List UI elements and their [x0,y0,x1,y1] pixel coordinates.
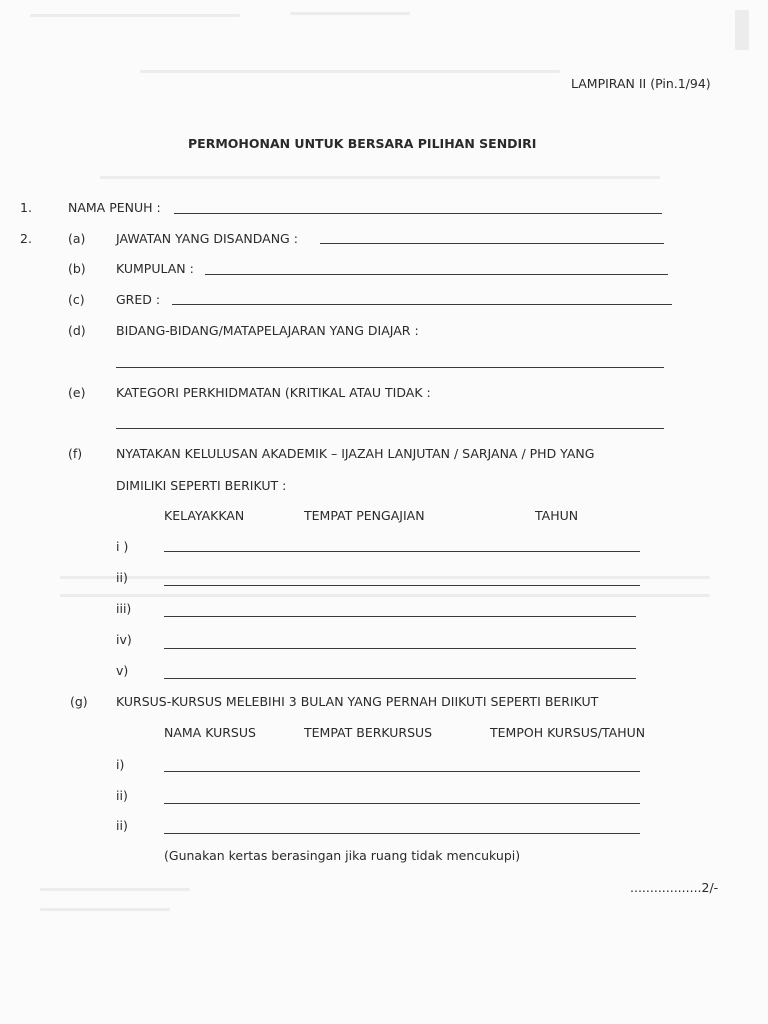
qualification-row-field[interactable] [164,585,640,586]
course-row-label: ii) [116,788,128,803]
qualification-row-field[interactable] [164,648,636,649]
full-name-field[interactable] [174,213,662,214]
academic-qualification-label: NYATAKAN KELULUSAN AKADEMIK – IJAZAH LANJUTAN / SARJANA / PHD YANG [116,446,595,461]
course-row-label: ii) [116,818,128,833]
course-row-field[interactable] [164,803,640,804]
qualification-row-field[interactable] [164,678,636,679]
qualification-row-field[interactable] [164,616,636,617]
course-row-field[interactable] [164,833,640,834]
form-title: PERMOHONAN UNTUK BERSARA PILIHAN SENDIRI [188,136,537,151]
column-header-course-venue: TEMPAT BERKURSUS [304,725,433,740]
item-key-b: (b) [68,261,86,276]
bleed-through-mark [30,14,240,17]
item-key-d: (d) [68,323,86,338]
extra-paper-note: (Gunakan kertas berasingan jika ruang tidak mencukupi) [164,848,521,863]
next-page-reference: ..................2/- [630,880,719,895]
column-header-qualification: KELAYAKKAN [164,508,245,523]
column-header-course-duration: TEMPOH KURSUS/TAHUN [490,725,646,740]
item-key-e: (e) [68,385,86,400]
bleed-through-mark [40,908,170,911]
service-category-field[interactable] [116,428,664,429]
group-label: KUMPULAN : [116,261,194,276]
bleed-through-mark [100,176,660,179]
item-key-g: (g) [70,694,88,709]
grade-label: GRED : [116,292,161,307]
subjects-taught-field[interactable] [116,367,664,368]
group-field[interactable] [205,274,668,275]
course-row-field[interactable] [164,771,640,772]
item-key-f: (f) [68,446,83,461]
bleed-through-mark [290,12,410,15]
bleed-through-mark [40,888,190,891]
position-held-field[interactable] [320,243,664,244]
service-category-label: KATEGORI PERKHIDMATAN (KRITIKAL ATAU TIDAK : [116,385,431,400]
qualification-row-field[interactable] [164,551,640,552]
qualification-row-label: ii) [116,570,128,585]
item-key-c: (c) [68,292,85,307]
bleed-through-mark [140,70,560,73]
item-key-a: (a) [68,231,86,246]
full-name-label: NAMA PENUH : [68,200,161,215]
courses-attended-label: KURSUS-KURSUS MELEBIHI 3 BULAN YANG PERNAH DIIKUTI SEPERTI BERIKUT [116,694,599,709]
qualification-row-label: iv) [116,632,132,647]
column-header-course-name: NAMA KURSUS [164,725,256,740]
grade-field[interactable] [172,304,672,305]
qualification-row-label: v) [116,663,129,678]
item-number-2: 2. [20,231,32,246]
column-header-institution: TEMPAT PENGAJIAN [304,508,425,523]
qualification-row-label: iii) [116,601,132,616]
appendix-reference: LAMPIRAN II (Pin.1/94) [571,76,711,91]
bleed-through-mark [735,10,749,50]
bleed-through-mark [60,594,710,597]
subjects-taught-label: BIDANG-BIDANG/MATAPELAJARAN YANG DIAJAR : [116,323,419,338]
course-row-label: i) [116,757,125,772]
qualification-row-label: i ) [116,539,129,554]
item-number-1: 1. [20,200,32,215]
bleed-through-mark [60,576,710,579]
academic-qualification-label-cont: DIMILIKI SEPERTI BERIKUT : [116,478,287,493]
column-header-year: TAHUN [535,508,579,523]
position-held-label: JAWATAN YANG DISANDANG : [116,231,298,246]
